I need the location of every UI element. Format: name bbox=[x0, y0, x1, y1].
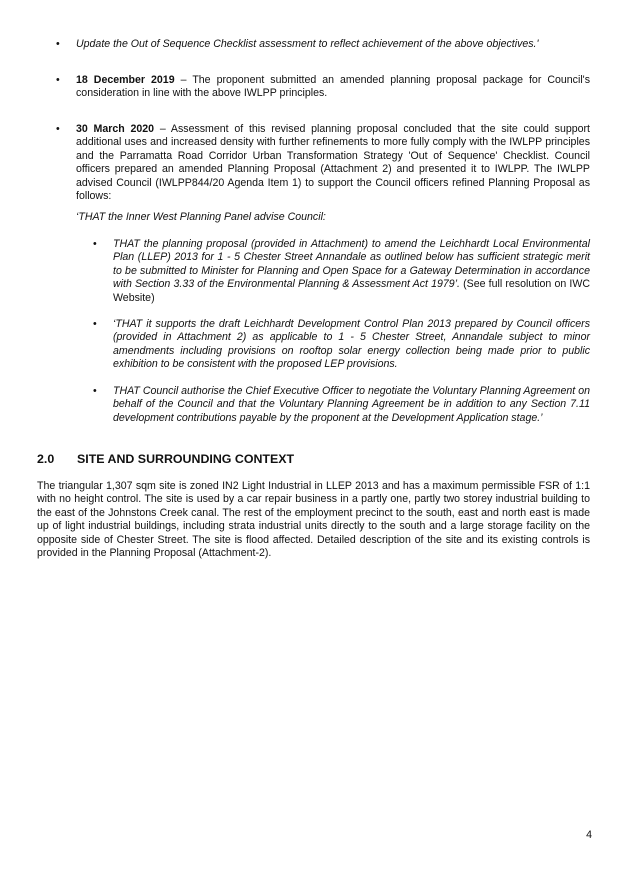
bullet-item bbox=[56, 123, 590, 203]
section-number: 2.0 bbox=[37, 452, 55, 466]
resolution-item bbox=[93, 318, 590, 372]
section-paragraph: The triangular 1,307 sqm site is zoned IN2 Light Industrial in LLEP 2013 and has a maximum permissible FSR of 1:1 with no height control. The site is used by a car repair business in a partly one, partly two storey industrial building to the east of the Johnstons Creek canal. The rest of the employment precinct to the south, east and north east is made up of light industrial buildings, including strata industrial units directly to the south and a large storage facility on the opposite side of Chester Street. The site is flood affected. Detailed description of the site and its existing controls is provided in the Planning Proposal (Attachment-2). bbox=[37, 480, 590, 560]
bullet-symbol: • bbox=[93, 318, 97, 330]
section-heading bbox=[37, 452, 590, 467]
bullet-text: Update the Out of Sequence Checklist assessment to reflect achievement of the above objectives.' bbox=[76, 38, 539, 50]
bullet-body: – Assessment of this revised planning proposal concluded that the site could support additional uses and increased density with further refinements to more fully comply with the IWLPP principles and the Parramatta Road Corridor Urban Transformation Strategy 'Out of Sequence' Checklist. Council officers prepared an amended Planning Proposal (Attachment 2) and presented it to IWLPP. The IWLPP advised Council (IWLPP844/20 Agenda Item 1) to support the Council officers refined Planning Proposal as follows: bbox=[76, 123, 590, 203]
bullet-symbol: • bbox=[56, 74, 60, 86]
resolution-text bbox=[113, 385, 590, 425]
resolution-italic: THAT the planning proposal (provided in Attachment) to amend the Leichhardt Local Environmental Plan (LLEP) 2013 for 1 - 5 Chester Street Annandale as outlined below has sufficient strategic merit to be submitted to Minister for Planning and Open Space for a Gateway Determination in accordance with Section 3.33 of the Environmental Planning & Assessment Act 1979’. bbox=[113, 238, 590, 291]
resolution-italic: THAT Council authorise the Chief Executive Officer to negotiate the Voluntary Planning Agreement on behalf of the Council and that the Voluntary Planning Agreement be in addition to any Section 7.11 development contributions payable by the proponent at the Development Application stage.’ bbox=[113, 385, 590, 424]
bullet-symbol: • bbox=[93, 385, 97, 397]
resolution-italic: ‘THAT it supports the draft Leichhardt Development Control Plan 2013 prepared by Council officers (provided in Attachment 2) as applicable to 1 - 5 Chester Street, Annandale subject to minor amendments including provisions on rooftop solar energy collection being made prior to public exhibition to be consistent with the proposed LEP provisions. bbox=[113, 318, 590, 371]
bullet-date: 18 December 2019 bbox=[76, 74, 175, 86]
quote-intro: ‘THAT the Inner West Planning Panel advise Council: bbox=[76, 211, 326, 223]
bullet-text bbox=[76, 123, 590, 203]
resolution-item bbox=[93, 385, 590, 425]
bullet-item bbox=[56, 74, 590, 101]
resolution-item bbox=[93, 238, 590, 305]
resolution-note: (See full resolution on IWC Website) bbox=[113, 278, 590, 304]
resolution-text bbox=[113, 238, 590, 305]
bullet-date: 30 March 2020 bbox=[76, 123, 155, 135]
bullet-text bbox=[76, 74, 590, 101]
bullet-body: – The proponent submitted an amended planning proposal package for Council's consideration in line with the above IWLPP principles. bbox=[76, 74, 591, 100]
bullet-symbol: • bbox=[56, 38, 60, 50]
resolution-text bbox=[113, 318, 590, 372]
section-title: SITE AND SURROUNDING CONTEXT bbox=[77, 452, 295, 466]
page-number: 4 bbox=[586, 829, 592, 841]
bullet-symbol: • bbox=[56, 123, 60, 135]
bullet-symbol: • bbox=[93, 238, 97, 250]
bullet-item bbox=[56, 38, 590, 51]
